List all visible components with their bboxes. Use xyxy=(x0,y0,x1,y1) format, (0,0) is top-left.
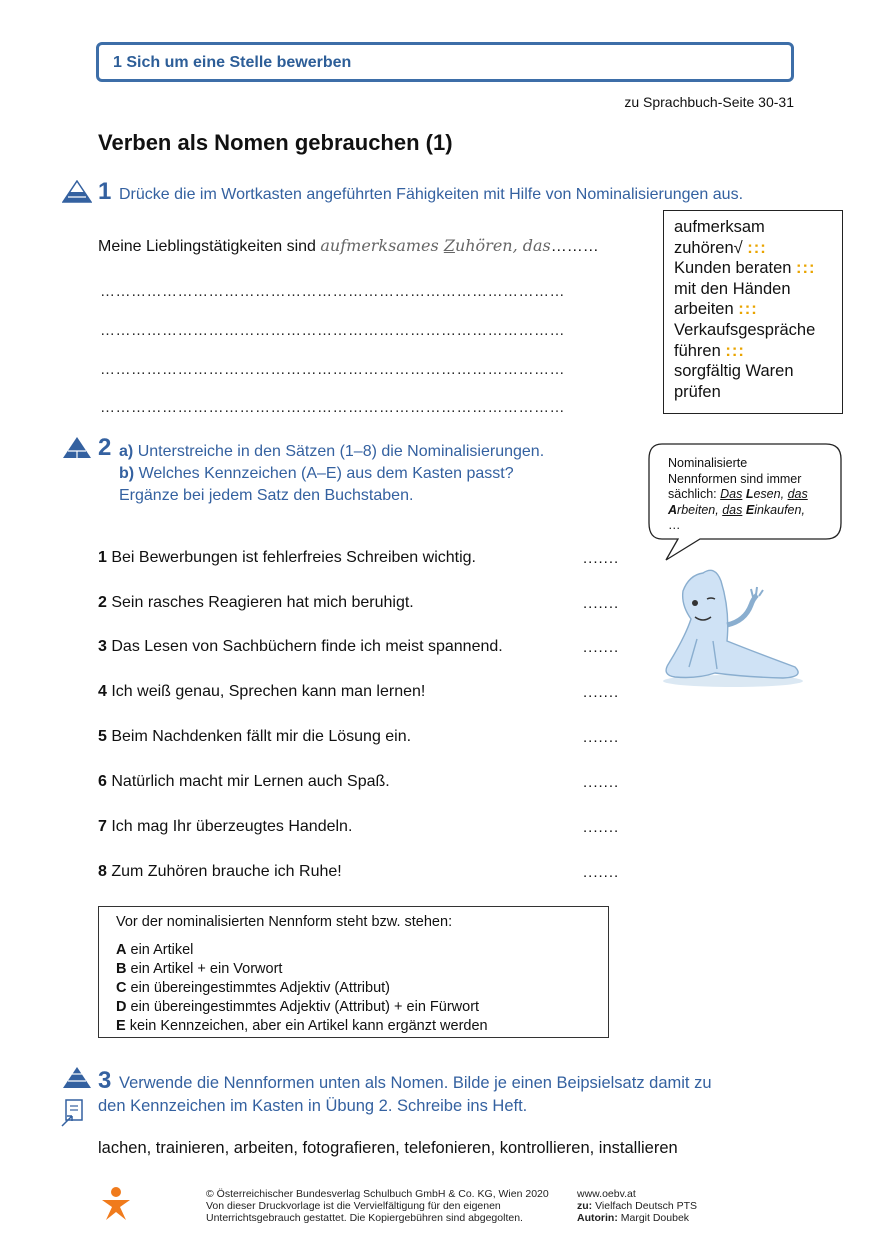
criteria-item-c: C ein übereingestimmtes Adjektiv (Attribut) xyxy=(116,980,391,996)
mascot-illustration xyxy=(655,565,805,690)
publisher-logo-icon xyxy=(98,1186,134,1222)
word-box xyxy=(663,210,843,414)
word-item-1: aufmerksam zuhören√ ::: xyxy=(674,218,767,257)
sentence-8: 8 Zum Zuhören brauche ich Ruhe! xyxy=(98,863,342,880)
sentence-3-answer[interactable]: ....... xyxy=(583,639,620,656)
sentence-5: 5 Beim Nachdenken fällt mir die Lösung ein. xyxy=(98,728,412,745)
page-title: Verben als Nomen gebrauchen (1) xyxy=(98,130,453,155)
handwritten-example: aufmerksames Zuhören, das xyxy=(320,236,551,255)
answer-line-4[interactable]: ……………………………………………………………………………… xyxy=(100,399,565,416)
notebook-write-icon xyxy=(60,1098,86,1128)
chapter-header-box xyxy=(96,42,794,82)
sentence-1-answer[interactable]: ....... xyxy=(583,550,620,567)
answer-line-3[interactable]: ……………………………………………………………………………… xyxy=(100,361,565,378)
difficulty-pyramid-icon xyxy=(62,1066,92,1090)
sentence-3: 3 Das Lesen von Sachbüchern finde ich meist spannend. xyxy=(98,638,503,655)
criteria-heading: Vor der nominalisierten Nennform steht bzw. stehen: xyxy=(116,914,453,930)
sentence-5-answer[interactable]: ....... xyxy=(583,729,620,746)
criteria-item-b: B ein Artikel + ein Vorwort xyxy=(116,961,283,977)
task1-number: 1 xyxy=(98,178,112,205)
footer-copyright: © Österreichischer Bundesverlag Schulbuch GmbH & Co. KG, Wien 2020 Von dieser Druckvorlage ist die Vervielfältigung für den eigenen Unterrichtsgebrauch gestattet. Die Kopiergebühren sind abgegolten. xyxy=(206,1188,549,1224)
task3-word-list: lachen, trainieren, arbeiten, fotografieren, telefonieren, kontrollieren, installieren xyxy=(98,1139,678,1157)
sentence-2: 2 Sein rasches Reagieren hat mich beruhigt. xyxy=(98,594,414,611)
task2-instruction-a: a) Unterstreiche in den Sätzen (1–8) die Nominalisierungen. xyxy=(119,443,545,460)
textbook-reference: zu Sprachbuch-Seite 30-31 xyxy=(624,94,794,110)
criteria-item-d: D ein übereingestimmtes Adjektiv (Attribut) + ein Fürwort xyxy=(116,999,480,1015)
footer-website[interactable]: www.oebv.at xyxy=(577,1188,636,1200)
task1-instruction: Drücke die im Wortkasten angeführten Fähigkeiten mit Hilfe von Nominalisierungen aus. xyxy=(119,186,744,203)
sentence-7: 7 Ich mag Ihr überzeugtes Handeln. xyxy=(98,818,353,835)
chapter-title: 1 Sich um eine Stelle bewerben xyxy=(113,54,352,71)
task2-instruction-b2: Ergänze bei jedem Satz den Buchstaben. xyxy=(119,487,414,504)
task2-instruction-b: b) Welches Kennzeichen (A–E) aus dem Kasten passt? xyxy=(119,465,514,482)
sentence-6: 6 Natürlich macht mir Lernen auch Spaß. xyxy=(98,773,390,790)
task2-number: 2 xyxy=(98,434,112,461)
sentence-6-answer[interactable]: ....... xyxy=(583,774,620,791)
answer-line-1[interactable]: ……………………………………………………………………………… xyxy=(100,283,565,300)
sentence-8-answer[interactable]: ....... xyxy=(583,864,620,881)
task1-instruction-line1 xyxy=(119,184,799,206)
criteria-box xyxy=(98,906,609,1038)
task3-number: 3 xyxy=(98,1067,112,1094)
example-dots: ……… xyxy=(550,238,599,255)
task3-instruction-line2: den Kennzeichen im Kasten in Übung 2. Schreibe ins Heft. xyxy=(98,1097,528,1115)
criteria-item-a: A ein Artikel xyxy=(116,942,194,958)
sentence-7-answer[interactable]: ....... xyxy=(583,819,620,836)
difficulty-pyramid-icon xyxy=(62,436,92,460)
example-prefix: Meine Lieblingstätigkeiten sind xyxy=(98,238,316,255)
sentence-4: 4 Ich weiß genau, Sprechen kann man lernen! xyxy=(98,683,426,700)
task1-example xyxy=(98,235,599,258)
task3-instruction-line1: Verwende die Nennformen unten als Nomen. Bilde je einen Beipsielsatz damit zu xyxy=(119,1074,712,1092)
sentence-1: 1 Bei Bewerbungen ist fehlerfreies Schreiben wichtig. xyxy=(98,549,476,566)
sentence-4-answer[interactable]: ....... xyxy=(583,684,620,701)
word-item-4: Verkaufsgespräche führen ::: xyxy=(674,320,816,360)
word-item-2: Kunden beraten ::: xyxy=(674,259,816,278)
speech-bubble-text: Nominalisierte Nennformen sind immer sächlich: Das Lesen, das Arbeiten, das Einkaufen, … xyxy=(668,456,808,532)
footer-info: www.oebv.at zu: Vielfach Deutsch PTS Autorin: Margit Doubek xyxy=(577,1188,698,1224)
criteria-item-e: E kein Kennzeichen, aber ein Artikel kann ergänzt werden xyxy=(116,1018,488,1034)
word-item-3: mit den Händen arbeiten ::: xyxy=(674,279,791,319)
difficulty-pyramid-icon xyxy=(62,180,92,204)
answer-line-2[interactable]: ……………………………………………………………………………… xyxy=(100,322,565,339)
sentence-2-answer[interactable]: ....... xyxy=(583,595,620,612)
word-item-5: sorgfältig Waren prüfen xyxy=(674,362,794,401)
